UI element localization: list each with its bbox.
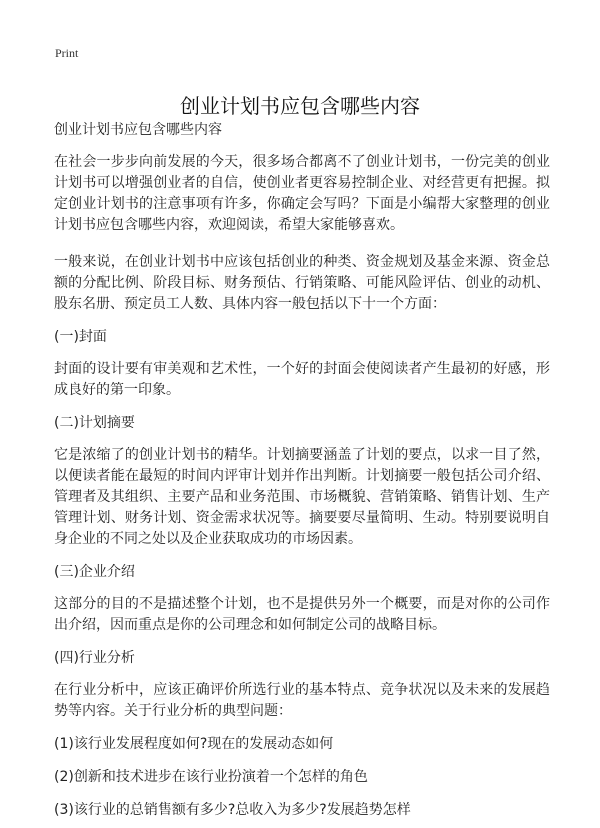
summary-paragraph: 它是浓缩了的创业计划书的精华。计划摘要涵盖了计划的要点，以求一目了然，以便读者能在最短的时间内评审计划并作出判断。计划摘要一般包括公司介绍、管理者及其组织、主要产品和业务范围、市场概貌、营销策略、销售计划、生产管理计划、财务计划、资金需求状况等。摘要要尽量简明、生动。特别要说明自身企业的不同之处以及企业获取成功的市场因素。: [54, 447, 550, 547]
cover-paragraph: 封面的设计要有审美观和艺术性，一个好的封面会使阅读者产生最初的好感，形成良好的第一印象。: [54, 361, 550, 398]
section-heading-industry: (四)行业分析: [54, 650, 135, 666]
industry-paragraph: 在行业分析中，应该正确评价所选行业的基本特点、竞争状况以及未来的发展趋势等内容。关于行业分析的典型问题：: [54, 682, 550, 719]
list-item: (1)该行业发展程度如何?现在的发展动态如何: [54, 736, 334, 752]
company-paragraph: 这部分的目的不是描述整个计划，也不是提供另外一个概要，而是对你的公司作出介绍，因而重点是你的公司理念和如何制定公司的战略目标。: [54, 596, 550, 633]
document-body: [54, 120, 550, 821]
list-item: (2)创新和技术进步在该行业扮演着一个怎样的角色: [54, 769, 368, 785]
intro-paragraph: 在社会一步步向前发展的今天，很多场合都离不了创业计划书，一份完美的创业计划书可以增强创业者的自信，使创业者更容易控制企业、对经营更有把握。拟定创业计划书的注意事项有许多，你确定会写吗？下面是小编帮大家整理的创业计划书应包含哪些内容，欢迎阅读，希望大家能够喜欢。: [54, 154, 550, 233]
section-heading-summary: (二)计划摘要: [54, 415, 135, 431]
page-title: 创业计划书应包含哪些内容: [180, 94, 420, 119]
section-heading-cover: (一)封面: [54, 329, 107, 345]
subtitle-paragraph: 创业计划书应包含哪些内容: [54, 122, 222, 138]
list-item: (3)该行业的总销售额有多少?总收入为多少?发展趋势怎样: [54, 802, 411, 818]
overview-paragraph: 一般来说，在创业计划书中应该包括创业的种类、资金规划及基金来源、资金总额的分配比例、阶段目标、财务预估、行销策略、可能风险评估、创业的动机、股东名册、预定员工人数、具体内容一般包括以下十一个方面：: [54, 254, 550, 312]
section-heading-company: (三)企业介绍: [54, 564, 135, 580]
print-label: Print: [55, 46, 79, 60]
